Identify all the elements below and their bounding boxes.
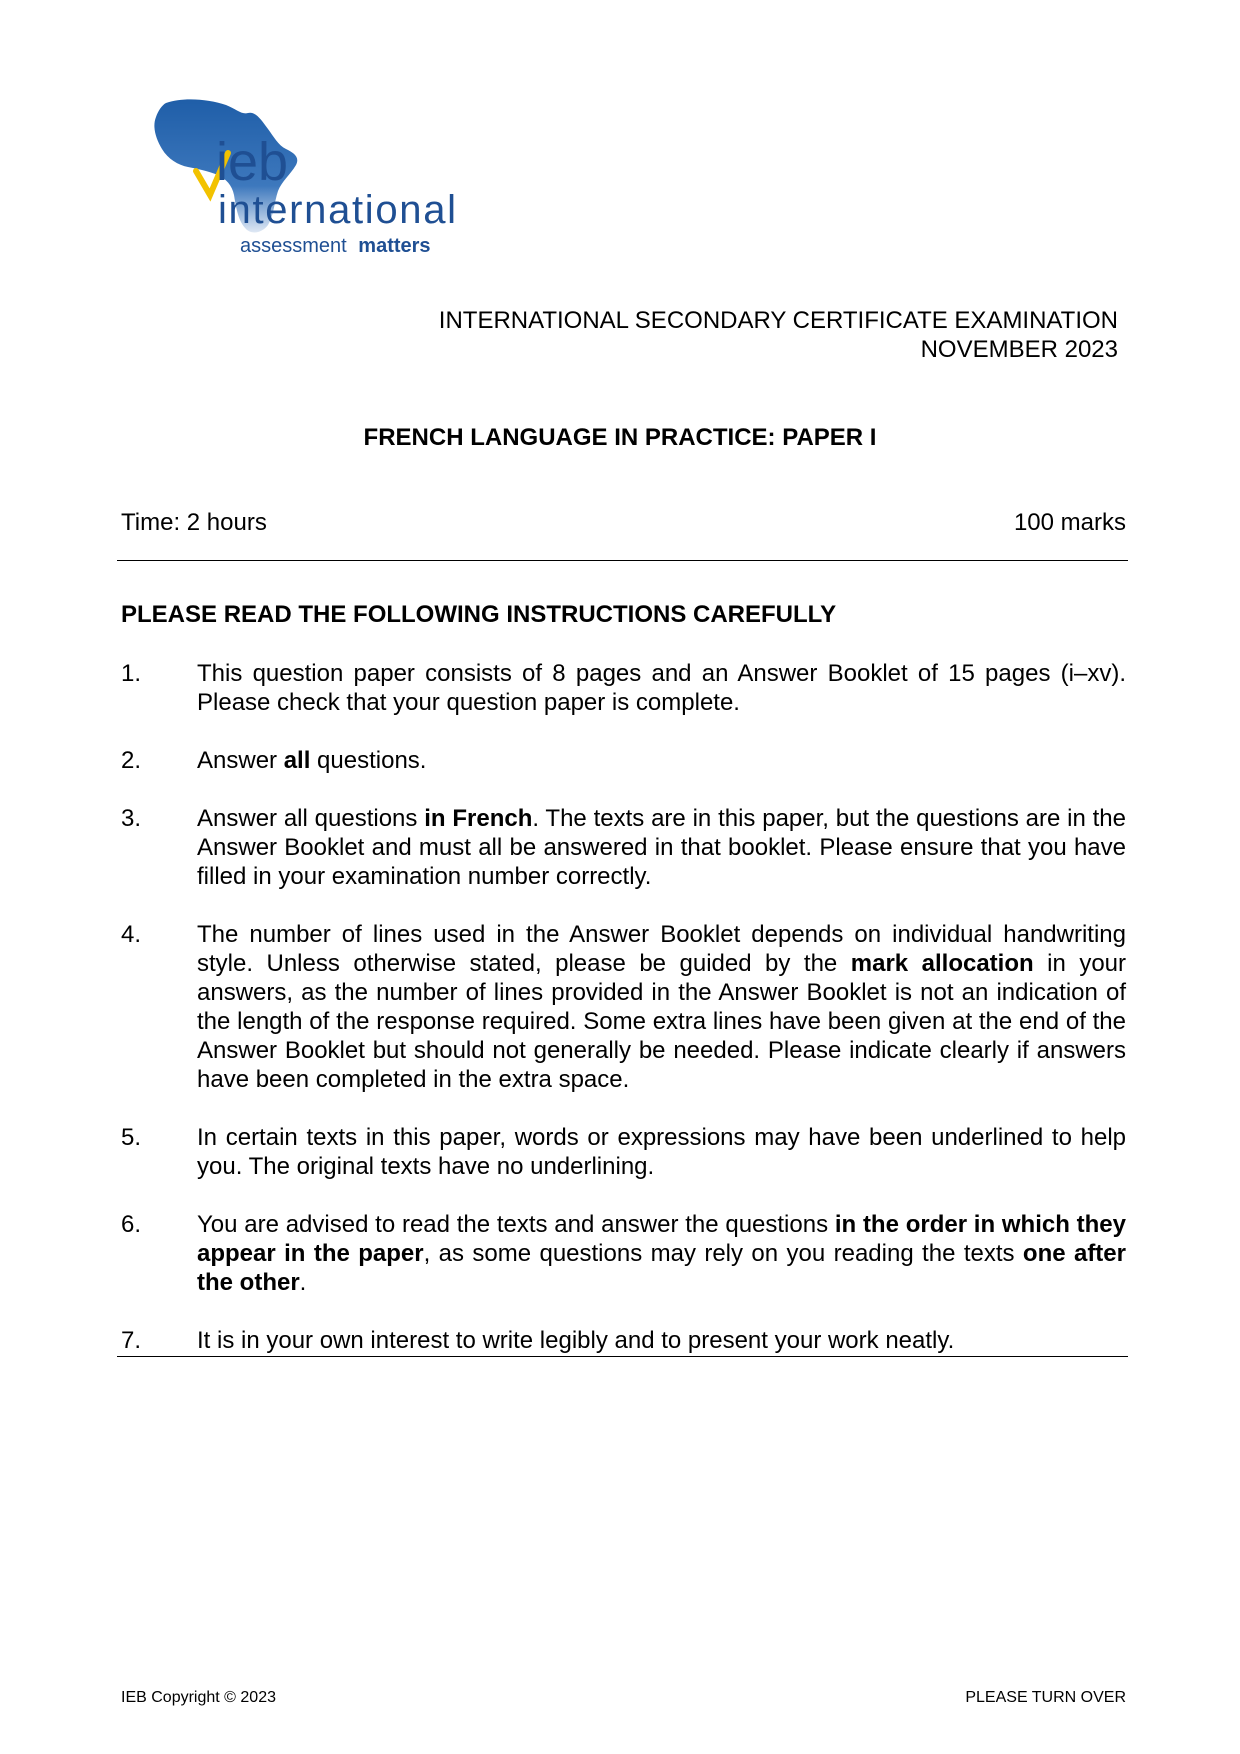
instruction-number: 4. — [121, 921, 142, 948]
instruction-segment: in your answers, as the number of lines provided in the Answer Booklet is not an indication of the length of the response required. Some extra lines have been given at the end of the Answer Booklet but should not generally be needed. Please indicate clearly if answers have been completed in the extra space. — [197, 950, 1127, 1093]
top-divider — [117, 560, 1128, 561]
copyright-notice: IEB Copyright © 2023 — [121, 1689, 276, 1706]
paper-title: FRENCH LANGUAGE IN PRACTICE: PAPER I — [363, 424, 877, 451]
instruction-text — [197, 746, 1126, 775]
instruction-segment: The number of lines used in the Answer Booklet depends on individual handwriting style. Unless otherwise stated, please be guided by the — [197, 921, 1126, 977]
instruction-item — [121, 1210, 1126, 1297]
instruction-item — [121, 659, 1126, 717]
instruction-item — [121, 804, 1126, 891]
instruction-emphasis: all — [283, 747, 311, 774]
instruction-text — [197, 1123, 1126, 1181]
instruction-number: 7. — [121, 1327, 142, 1354]
instruction-text — [197, 920, 1126, 1094]
instruction-number: 5. — [121, 1124, 142, 1151]
instruction-text — [197, 804, 1126, 891]
bottom-divider — [117, 1356, 1128, 1357]
ieb-international-logo — [138, 95, 458, 270]
logo-tagline — [240, 235, 431, 257]
instruction-segment: Answer all questions — [197, 805, 425, 832]
instruction-text — [197, 1210, 1126, 1297]
instruction-emphasis: mark allocation — [850, 950, 1034, 977]
turn-over-notice: PLEASE TURN OVER — [965, 1689, 1126, 1706]
instructions-list — [121, 659, 1126, 1384]
instruction-segment: In certain texts in this paper, words or expressions may have been underlined to help you. The original texts have no underlining. — [197, 1124, 1126, 1180]
instruction-item — [121, 746, 1126, 775]
instruction-segment: Answer — [197, 747, 284, 774]
exam-date: NOVEMBER 2023 — [920, 336, 1118, 363]
instruction-number: 3. — [121, 805, 142, 832]
instruction-emphasis: in French — [424, 805, 533, 832]
exam-header — [439, 306, 1118, 364]
instruction-emphasis: one after the other — [197, 1240, 1126, 1296]
instruction-item — [121, 1326, 1126, 1355]
instruction-segment: You are advised to read the texts and answer the questions — [197, 1211, 835, 1238]
logo-international-text: international — [218, 188, 456, 232]
logo-ieb-text: ieb — [216, 132, 289, 192]
logo-tagline-light: assessment — [240, 235, 347, 257]
instruction-segment: This question paper consists of 8 pages and an Answer Booklet of 15 pages (i–xv). Please check that your question paper is complete. — [197, 660, 1126, 716]
logo-tagline-bold: matters — [358, 235, 431, 257]
instruction-emphasis: in the order in which they appear in the paper — [197, 1211, 1126, 1267]
instruction-text — [197, 1326, 1126, 1355]
instruction-segment: questions. — [310, 747, 427, 774]
instruction-segment: . The texts are in this paper, but the questions are in the Answer Booklet and must all be answered in that booklet. Please ensure that you have filled in your examination number correctly. — [197, 805, 1126, 890]
time-allowed: Time: 2 hours — [121, 509, 267, 536]
instruction-segment: . — [299, 1269, 307, 1296]
instruction-item — [121, 920, 1126, 1094]
instruction-item — [121, 1123, 1126, 1181]
instruction-segment: , as some questions may rely on you reading the texts — [423, 1240, 1023, 1267]
instructions-heading: PLEASE READ THE FOLLOWING INSTRUCTIONS CAREFULLY — [121, 601, 837, 628]
instruction-text — [197, 659, 1126, 717]
instruction-number: 2. — [121, 747, 142, 774]
exam-name: INTERNATIONAL SECONDARY CERTIFICATE EXAMINATION — [438, 307, 1118, 334]
instruction-number: 6. — [121, 1211, 142, 1238]
instruction-segment: It is in your own interest to write legibly and to present your work neatly. — [197, 1327, 955, 1354]
instruction-number: 1. — [121, 660, 142, 687]
total-marks: 100 marks — [1013, 509, 1126, 536]
